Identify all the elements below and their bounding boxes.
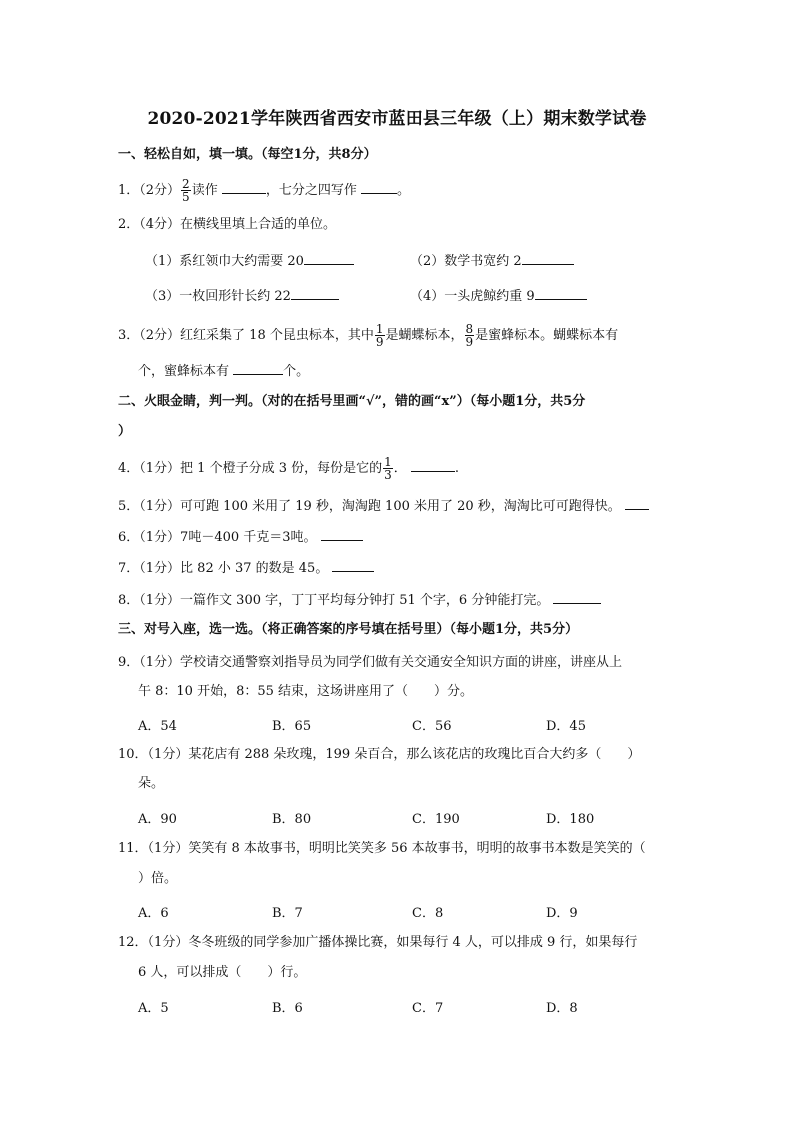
q4-blank[interactable]	[411, 457, 455, 472]
q1-prefix: 1．（2分）	[118, 183, 181, 198]
q5-blank[interactable]	[625, 495, 649, 510]
section-2-heading: 二、火眼金睛，判一判。（对的在括号里画“√”，错的画“x”）（每小题1分，共5分	[118, 394, 586, 409]
q11-option-c[interactable]: C．8	[412, 906, 444, 921]
question-2-a	[145, 250, 354, 272]
question-3-line-2	[138, 360, 309, 382]
section-2-heading-cont: ）	[118, 424, 132, 439]
q3-fraction-1	[375, 323, 385, 348]
q3-blank[interactable]	[233, 360, 283, 375]
q10-option-c[interactable]: C．190	[412, 812, 460, 827]
q7-blank[interactable]	[332, 557, 374, 572]
q2c-text: （3）一枚回形针长约 22	[145, 289, 291, 304]
q9-option-c[interactable]: C．56	[412, 719, 452, 734]
question-2-d	[410, 285, 587, 307]
q3-line2a: 个，蜜蜂标本有	[138, 364, 230, 379]
q12-option-c[interactable]: C．7	[412, 1001, 444, 1016]
q2b-blank[interactable]	[522, 250, 574, 265]
q9-option-a[interactable]: A．54	[138, 719, 177, 734]
question-5	[118, 495, 649, 517]
q4-prefix: 4．（1分）把 1 个橙子分成 3 份，每份是它的	[118, 461, 383, 476]
q4-end2: .	[454, 461, 460, 476]
q1-blank-2[interactable]	[361, 179, 397, 194]
q2a-text: （1）系红领巾大约需要 20	[145, 254, 304, 269]
q10-option-b[interactable]: B．80	[272, 812, 312, 827]
q1-blank-1[interactable]	[222, 179, 266, 194]
q3-f1-num: 1	[375, 322, 384, 336]
q6-blank[interactable]	[321, 526, 363, 541]
question-12-line-2: 6 人，可以排成（ ）行。	[138, 965, 307, 980]
q2c-blank[interactable]	[291, 285, 339, 300]
q5-text: 5．（1分）可可跑 100 米用了 19 秒，淘淘跑 100 米用了 20 秒，淘淘比可可跑得快。	[118, 499, 621, 514]
question-7	[118, 557, 374, 579]
q3-prefix: 3．（2分）红红采集了 18 个昆虫标本，其中	[118, 328, 374, 343]
q6-text: 6．（1分）7吨－400 千克＝3吨。	[118, 530, 317, 545]
q3-end: 是蜜蜂标本。蝴蝶标本有	[475, 328, 619, 343]
q4-frac-num: 1	[384, 455, 392, 469]
q4-fraction	[383, 456, 393, 481]
page-title: 2020-2021学年陕西省西安市蓝田县三年级（上）期末数学试卷	[147, 109, 647, 129]
q11-option-d[interactable]: D．9	[546, 906, 578, 921]
question-6	[118, 526, 363, 548]
question-10-line-2: 朵。	[138, 776, 165, 791]
question-2-c	[145, 285, 339, 307]
q2d-text: （4）一头虎鲸约重 9	[410, 289, 535, 304]
q1-fraction	[181, 178, 191, 203]
q4-frac-den: 3	[384, 468, 392, 482]
q3-f2-num: 8	[465, 322, 474, 336]
question-12-line-1: 12．（1分）冬冬班级的同学参加广播体操比赛，如果每行 4 人，可以排成 9 行，如果每行	[118, 935, 638, 950]
q12-option-d[interactable]: D．8	[546, 1001, 578, 1016]
q1-mid2: ，七分之四写作	[265, 183, 357, 198]
question-11-line-2: ）倍。	[138, 871, 178, 886]
q3-mid: 是蝴蝶标本，	[385, 328, 464, 343]
section-1-heading: 一、轻松自如，填一填。（每空1分，共8分）	[118, 147, 377, 162]
q7-text: 7．（1分）比 82 小 37 的数是 45。	[118, 561, 329, 576]
question-1	[118, 178, 410, 203]
q2d-blank[interactable]	[535, 285, 587, 300]
q3-f2-den: 9	[465, 335, 474, 349]
question-9-line-1: 9．（1分）学校请交通警察刘指导员为同学们做有关交通安全知识方面的讲座，讲座从上	[118, 655, 623, 670]
q1-frac-num: 2	[182, 177, 190, 191]
q3-f1-den: 9	[375, 335, 384, 349]
q9-option-d[interactable]: D．45	[546, 719, 586, 734]
question-9-line-2: 午 8：10 开始，8：55 结束，这场讲座用了（ ）分。	[138, 684, 474, 699]
q2b-text: （2）数学书宽约 2	[410, 254, 522, 269]
q9-option-b[interactable]: B．65	[272, 719, 312, 734]
question-3-line-1	[118, 323, 618, 348]
question-10-line-1: 10．（1分）某花店有 288 朵玫瑰，199 朵百合，那么该花店的玫瑰比百合大约多（ ）	[118, 747, 641, 762]
q1-mid: 读作	[191, 183, 218, 198]
q8-blank[interactable]	[553, 589, 601, 604]
question-11-line-1: 11．（1分）笑笑有 8 本故事书，明明比笑笑多 56 本故事书，明明的故事书本数是笑笑的（	[118, 841, 646, 856]
q12-option-b[interactable]: B．6	[272, 1001, 303, 1016]
question-8	[118, 589, 601, 611]
q10-option-a[interactable]: A．90	[138, 812, 177, 827]
q4-end: ．	[393, 461, 407, 476]
q11-option-b[interactable]: B．7	[272, 906, 303, 921]
q3-fraction-2	[465, 323, 475, 348]
q2a-blank[interactable]	[304, 250, 354, 265]
question-2-stem: 2．（4分）在横线里填上合适的单位。	[118, 217, 337, 232]
question-2-b	[410, 250, 574, 272]
q3-line2b: 个。	[283, 364, 310, 379]
question-4	[118, 456, 459, 481]
section-3-heading: 三、对号入座，选一选。（将正确答案的序号填在括号里）（每小题1分，共5分）	[118, 622, 579, 637]
q12-option-a[interactable]: A．5	[138, 1001, 169, 1016]
q1-frac-den: 5	[182, 190, 190, 204]
q8-text: 8．（1分）一篇作文 300 字，丁丁平均每分钟打 51 个字，6 分钟能打完。	[118, 593, 550, 608]
q1-end: 。	[397, 183, 411, 198]
q11-option-a[interactable]: A．6	[138, 906, 169, 921]
q10-option-d[interactable]: D．180	[546, 812, 595, 827]
